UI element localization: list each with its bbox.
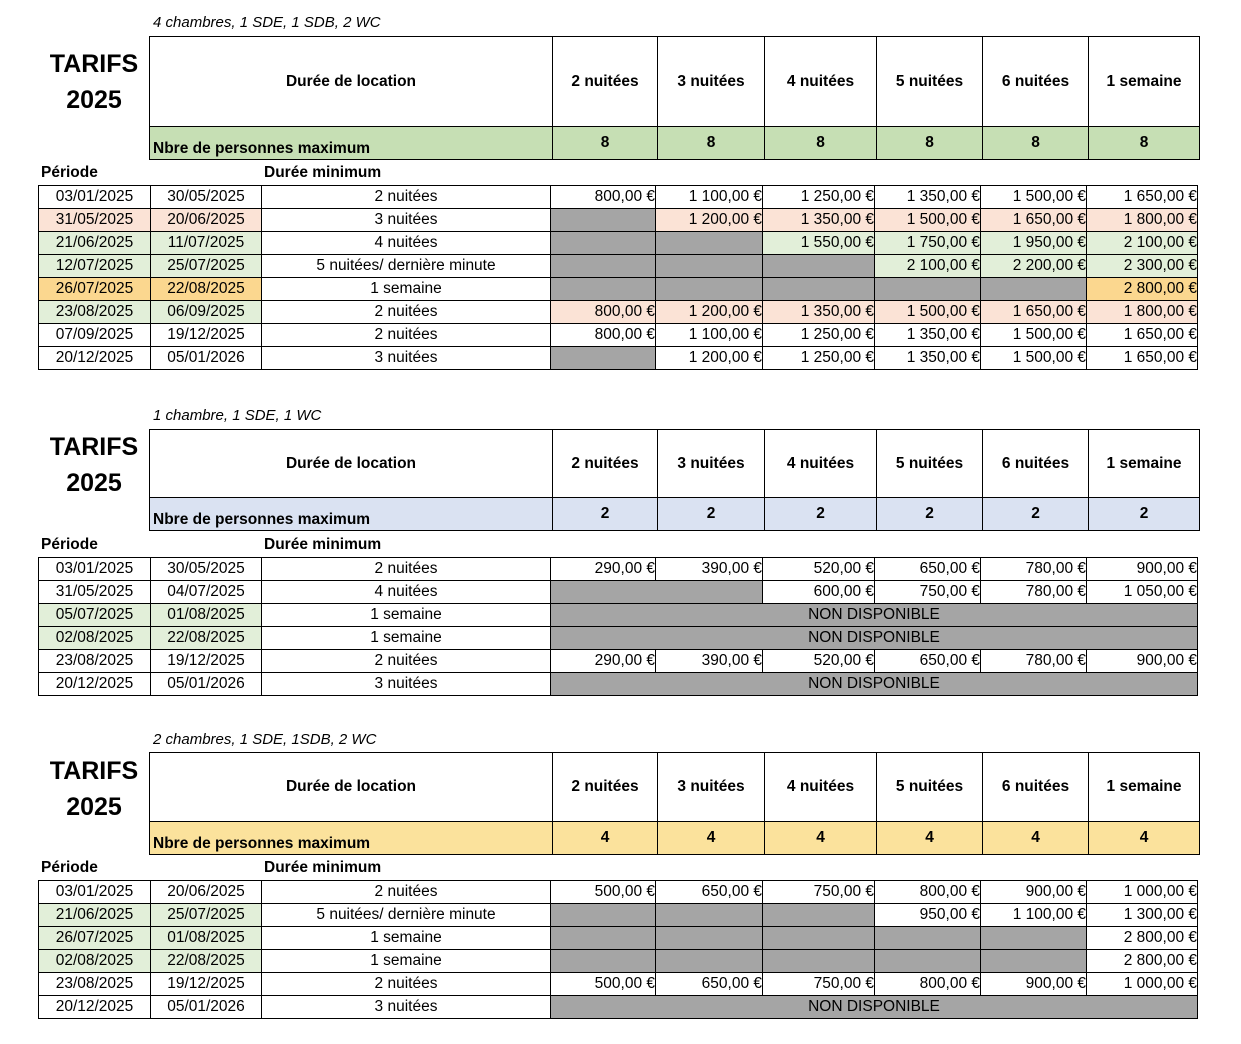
period-end: 30/05/2025 — [151, 186, 262, 209]
period-end: 01/08/2025 — [151, 927, 262, 950]
col-header: 5 nuitées — [877, 37, 983, 127]
section-subtitle: 1 chambre, 1 SDE, 1 WC — [153, 407, 322, 424]
period-end: 05/01/2026 — [151, 996, 262, 1019]
price-cell: 1 350,00 € — [763, 301, 875, 324]
price-cell: 1 950,00 € — [981, 232, 1087, 255]
unavailable-cell — [981, 927, 1087, 950]
unavailable-cell — [656, 904, 763, 927]
period-end: 20/06/2025 — [151, 881, 262, 904]
min-duration: 2 nuitées — [262, 558, 551, 581]
period-start: 20/12/2025 — [39, 996, 151, 1019]
price-cell: 800,00 € — [551, 324, 656, 347]
price-cell: 780,00 € — [981, 558, 1087, 581]
price-cell: 1 800,00 € — [1087, 209, 1198, 232]
price-cell: 1 350,00 € — [763, 209, 875, 232]
price-cell: 290,00 € — [551, 558, 656, 581]
price-cell: 2 800,00 € — [1087, 927, 1198, 950]
period-start: 03/01/2025 — [39, 558, 151, 581]
col-header: 6 nuitées — [983, 430, 1089, 498]
col-header: 5 nuitées — [877, 430, 983, 498]
min-duration: 3 nuitées — [262, 673, 551, 696]
price-cell: 750,00 € — [875, 581, 981, 604]
table-row — [39, 255, 1198, 278]
tarifs-title — [38, 429, 150, 501]
col-header: 2 nuitées — [553, 753, 658, 822]
price-cell: 1 050,00 € — [1087, 581, 1198, 604]
unavailable-cell — [763, 255, 875, 278]
tarifs-title-year: 2025 — [66, 86, 122, 114]
price-cell: 750,00 € — [763, 881, 875, 904]
periode-label: Période — [41, 164, 98, 181]
min-duration: 2 nuitées — [262, 186, 551, 209]
non-disponible-cell: NON DISPONIBLE — [551, 996, 1198, 1019]
price-cell: 520,00 € — [763, 650, 875, 673]
duree-minimum-label: Durée minimum — [264, 536, 382, 553]
min-duration: 5 nuitées/ dernière minute — [262, 255, 551, 278]
price-cell: 900,00 € — [1087, 650, 1198, 673]
table-row — [39, 581, 1198, 604]
price-cell: 1 250,00 € — [763, 324, 875, 347]
table-row — [39, 558, 1198, 581]
max-persons-value: 4 — [877, 822, 983, 855]
period-end: 22/08/2025 — [151, 278, 262, 301]
duree-location-header: Durée de location — [150, 753, 553, 822]
col-header: 4 nuitées — [765, 430, 877, 498]
price-cell: 780,00 € — [981, 650, 1087, 673]
price-cell: 1 200,00 € — [656, 347, 763, 370]
tarifs-title — [38, 753, 150, 825]
price-cell: 2 800,00 € — [1087, 278, 1198, 301]
tarifs-title-year: 2025 — [66, 793, 122, 821]
price-cell: 650,00 € — [656, 881, 763, 904]
min-duration: 2 nuitées — [262, 324, 551, 347]
period-start: 07/09/2025 — [39, 324, 151, 347]
unavailable-cell — [981, 950, 1087, 973]
unavailable-cell — [551, 347, 656, 370]
price-cell: 1 100,00 € — [656, 186, 763, 209]
period-start: 05/07/2025 — [39, 604, 151, 627]
max-persons-value: 2 — [658, 498, 765, 531]
period-start: 26/07/2025 — [39, 927, 151, 950]
max-persons-label: Nbre de personnes maximum — [150, 498, 553, 531]
price-table — [38, 185, 1198, 370]
non-disponible-cell: NON DISPONIBLE — [551, 604, 1198, 627]
unavailable-cell — [981, 278, 1087, 301]
price-cell: 1 300,00 € — [1087, 904, 1198, 927]
price-cell: 600,00 € — [763, 581, 875, 604]
price-cell: 800,00 € — [551, 301, 656, 324]
period-end: 01/08/2025 — [151, 604, 262, 627]
price-cell: 1 500,00 € — [981, 186, 1087, 209]
period-end: 06/09/2025 — [151, 301, 262, 324]
period-start: 03/01/2025 — [39, 186, 151, 209]
price-cell: 1 650,00 € — [981, 301, 1087, 324]
unavailable-cell — [551, 278, 656, 301]
table-row — [39, 186, 1198, 209]
period-start: 23/08/2025 — [39, 973, 151, 996]
col-header: 4 nuitées — [765, 37, 877, 127]
min-duration: 1 semaine — [262, 927, 551, 950]
price-cell: 290,00 € — [551, 650, 656, 673]
table-row — [39, 996, 1198, 1019]
section-subtitle: 2 chambres, 1 SDE, 1SDB, 2 WC — [153, 731, 377, 748]
unavailable-cell — [551, 927, 656, 950]
price-cell: 1 550,00 € — [763, 232, 875, 255]
table-row — [39, 301, 1198, 324]
price-cell: 1 650,00 € — [981, 209, 1087, 232]
unavailable-cell — [551, 209, 656, 232]
price-cell: 900,00 € — [1087, 558, 1198, 581]
period-end: 19/12/2025 — [151, 973, 262, 996]
price-cell: 1 500,00 € — [981, 324, 1087, 347]
price-table — [38, 557, 1198, 696]
max-persons-value: 4 — [553, 822, 658, 855]
table-row — [39, 347, 1198, 370]
max-persons-value: 4 — [983, 822, 1089, 855]
table-row — [39, 927, 1198, 950]
price-cell: 500,00 € — [551, 881, 656, 904]
period-end: 11/07/2025 — [151, 232, 262, 255]
header-table — [149, 36, 1200, 160]
price-cell: 1 350,00 € — [875, 324, 981, 347]
period-start: 31/05/2025 — [39, 581, 151, 604]
col-header: 3 nuitées — [658, 37, 765, 127]
table-row — [39, 324, 1198, 347]
price-cell: 800,00 € — [551, 186, 656, 209]
price-cell: 1 800,00 € — [1087, 301, 1198, 324]
price-cell: 1 750,00 € — [875, 232, 981, 255]
unavailable-cell — [763, 278, 875, 301]
period-end: 25/07/2025 — [151, 255, 262, 278]
period-end: 19/12/2025 — [151, 324, 262, 347]
price-cell: 1 350,00 € — [875, 347, 981, 370]
min-duration: 2 nuitées — [262, 650, 551, 673]
table-row — [39, 604, 1198, 627]
period-start: 03/01/2025 — [39, 881, 151, 904]
unavailable-cell — [763, 950, 875, 973]
min-duration: 1 semaine — [262, 950, 551, 973]
min-duration: 3 nuitées — [262, 209, 551, 232]
price-cell: 1 500,00 € — [875, 209, 981, 232]
price-cell: 650,00 € — [875, 650, 981, 673]
price-cell: 650,00 € — [656, 973, 763, 996]
min-duration: 3 nuitées — [262, 996, 551, 1019]
unavailable-cell — [551, 232, 656, 255]
price-cell: 390,00 € — [656, 558, 763, 581]
price-cell: 500,00 € — [551, 973, 656, 996]
max-persons-value: 8 — [877, 127, 983, 160]
non-disponible-cell: NON DISPONIBLE — [551, 673, 1198, 696]
price-cell: 780,00 € — [981, 581, 1087, 604]
max-persons-value: 2 — [877, 498, 983, 531]
unavailable-cell — [875, 927, 981, 950]
min-duration: 2 nuitées — [262, 301, 551, 324]
table-row — [39, 232, 1198, 255]
price-cell: 1 000,00 € — [1087, 973, 1198, 996]
unavailable-cell — [551, 255, 656, 278]
min-duration: 4 nuitées — [262, 232, 551, 255]
price-cell: 1 250,00 € — [763, 186, 875, 209]
table-row — [39, 278, 1198, 301]
price-cell: 950,00 € — [875, 904, 981, 927]
min-duration: 2 nuitées — [262, 973, 551, 996]
non-disponible-cell: NON DISPONIBLE — [551, 627, 1198, 650]
min-duration: 2 nuitées — [262, 881, 551, 904]
max-persons-value: 8 — [658, 127, 765, 160]
period-start: 21/06/2025 — [39, 904, 151, 927]
price-cell: 2 100,00 € — [875, 255, 981, 278]
unavailable-cell — [656, 278, 763, 301]
col-header: 4 nuitées — [765, 753, 877, 822]
period-start: 02/08/2025 — [39, 950, 151, 973]
price-cell: 1 250,00 € — [763, 347, 875, 370]
max-persons-value: 4 — [1089, 822, 1200, 855]
unavailable-cell — [551, 904, 656, 927]
duree-minimum-label: Durée minimum — [264, 164, 382, 181]
period-start: 02/08/2025 — [39, 627, 151, 650]
tarifs-title-year: 2025 — [66, 469, 122, 497]
price-cell: 1 500,00 € — [981, 347, 1087, 370]
duree-location-header: Durée de location — [150, 37, 553, 127]
tarifs-title-line1: TARIFS — [49, 50, 139, 78]
unavailable-cell — [763, 904, 875, 927]
table-row — [39, 673, 1198, 696]
table-row — [39, 904, 1198, 927]
max-persons-value: 8 — [765, 127, 877, 160]
max-persons-label: Nbre de personnes maximum — [150, 822, 553, 855]
min-duration: 1 semaine — [262, 627, 551, 650]
period-start: 26/07/2025 — [39, 278, 151, 301]
unavailable-cell — [551, 581, 763, 604]
price-cell: 390,00 € — [656, 650, 763, 673]
price-cell: 800,00 € — [875, 973, 981, 996]
period-start: 20/12/2025 — [39, 347, 151, 370]
duree-minimum-label: Durée minimum — [264, 859, 382, 876]
period-start: 31/05/2025 — [39, 209, 151, 232]
period-end: 22/08/2025 — [151, 627, 262, 650]
periode-label: Période — [41, 536, 98, 553]
min-duration: 1 semaine — [262, 278, 551, 301]
price-cell: 1 200,00 € — [656, 209, 763, 232]
max-persons-value: 2 — [1089, 498, 1200, 531]
unavailable-cell — [656, 950, 763, 973]
header-table — [149, 429, 1200, 531]
period-end: 04/07/2025 — [151, 581, 262, 604]
unavailable-cell — [875, 950, 981, 973]
max-persons-value: 2 — [983, 498, 1089, 531]
price-cell: 2 100,00 € — [1087, 232, 1198, 255]
price-cell: 1 650,00 € — [1087, 324, 1198, 347]
period-end: 22/08/2025 — [151, 950, 262, 973]
min-duration: 5 nuitées/ dernière minute — [262, 904, 551, 927]
price-cell: 1 650,00 € — [1087, 347, 1198, 370]
max-persons-label: Nbre de personnes maximum — [150, 127, 553, 160]
period-end: 19/12/2025 — [151, 650, 262, 673]
tarifs-title-line1: TARIFS — [49, 757, 139, 785]
period-end: 05/01/2026 — [151, 347, 262, 370]
header-table — [149, 752, 1200, 855]
min-duration: 3 nuitées — [262, 347, 551, 370]
unavailable-cell — [551, 950, 656, 973]
min-duration: 4 nuitées — [262, 581, 551, 604]
price-cell: 800,00 € — [875, 881, 981, 904]
price-cell: 900,00 € — [981, 973, 1087, 996]
periode-label: Période — [41, 859, 98, 876]
tarifs-title-line1: TARIFS — [49, 433, 139, 461]
col-header: 3 nuitées — [658, 430, 765, 498]
period-start: 23/08/2025 — [39, 650, 151, 673]
max-persons-value: 8 — [983, 127, 1089, 160]
period-end: 30/05/2025 — [151, 558, 262, 581]
col-header: 3 nuitées — [658, 753, 765, 822]
unavailable-cell — [763, 927, 875, 950]
price-cell: 750,00 € — [763, 973, 875, 996]
price-cell: 1 500,00 € — [875, 301, 981, 324]
col-header: 2 nuitées — [553, 37, 658, 127]
period-end: 20/06/2025 — [151, 209, 262, 232]
period-start: 12/07/2025 — [39, 255, 151, 278]
tarifs-title — [38, 46, 150, 118]
price-cell: 1 650,00 € — [1087, 186, 1198, 209]
price-cell: 650,00 € — [875, 558, 981, 581]
price-cell: 900,00 € — [981, 881, 1087, 904]
table-row — [39, 881, 1198, 904]
col-header: 6 nuitées — [983, 753, 1089, 822]
max-persons-value: 4 — [658, 822, 765, 855]
max-persons-value: 2 — [553, 498, 658, 531]
min-duration: 1 semaine — [262, 604, 551, 627]
period-end: 05/01/2026 — [151, 673, 262, 696]
table-row — [39, 650, 1198, 673]
col-header: 1 semaine — [1089, 37, 1200, 127]
table-row — [39, 627, 1198, 650]
unavailable-cell — [656, 255, 763, 278]
period-end: 25/07/2025 — [151, 904, 262, 927]
duree-location-header: Durée de location — [150, 430, 553, 498]
table-row — [39, 973, 1198, 996]
price-cell: 1 200,00 € — [656, 301, 763, 324]
unavailable-cell — [656, 927, 763, 950]
max-persons-value: 8 — [553, 127, 658, 160]
table-row — [39, 209, 1198, 232]
section-subtitle: 4 chambres, 1 SDE, 1 SDB, 2 WC — [153, 14, 381, 31]
price-cell: 2 200,00 € — [981, 255, 1087, 278]
price-cell: 1 000,00 € — [1087, 881, 1198, 904]
col-header: 1 semaine — [1089, 430, 1200, 498]
price-cell: 2 800,00 € — [1087, 950, 1198, 973]
col-header: 6 nuitées — [983, 37, 1089, 127]
col-header: 2 nuitées — [553, 430, 658, 498]
max-persons-value: 2 — [765, 498, 877, 531]
col-header: 1 semaine — [1089, 753, 1200, 822]
table-row — [39, 950, 1198, 973]
price-cell: 1 350,00 € — [875, 186, 981, 209]
price-table — [38, 880, 1198, 1019]
period-start: 23/08/2025 — [39, 301, 151, 324]
period-start: 21/06/2025 — [39, 232, 151, 255]
price-cell: 520,00 € — [763, 558, 875, 581]
unavailable-cell — [875, 278, 981, 301]
max-persons-value: 8 — [1089, 127, 1200, 160]
period-start: 20/12/2025 — [39, 673, 151, 696]
price-cell: 1 100,00 € — [981, 904, 1087, 927]
unavailable-cell — [656, 232, 763, 255]
price-cell: 2 300,00 € — [1087, 255, 1198, 278]
max-persons-value: 4 — [765, 822, 877, 855]
col-header: 5 nuitées — [877, 753, 983, 822]
price-cell: 1 100,00 € — [656, 324, 763, 347]
